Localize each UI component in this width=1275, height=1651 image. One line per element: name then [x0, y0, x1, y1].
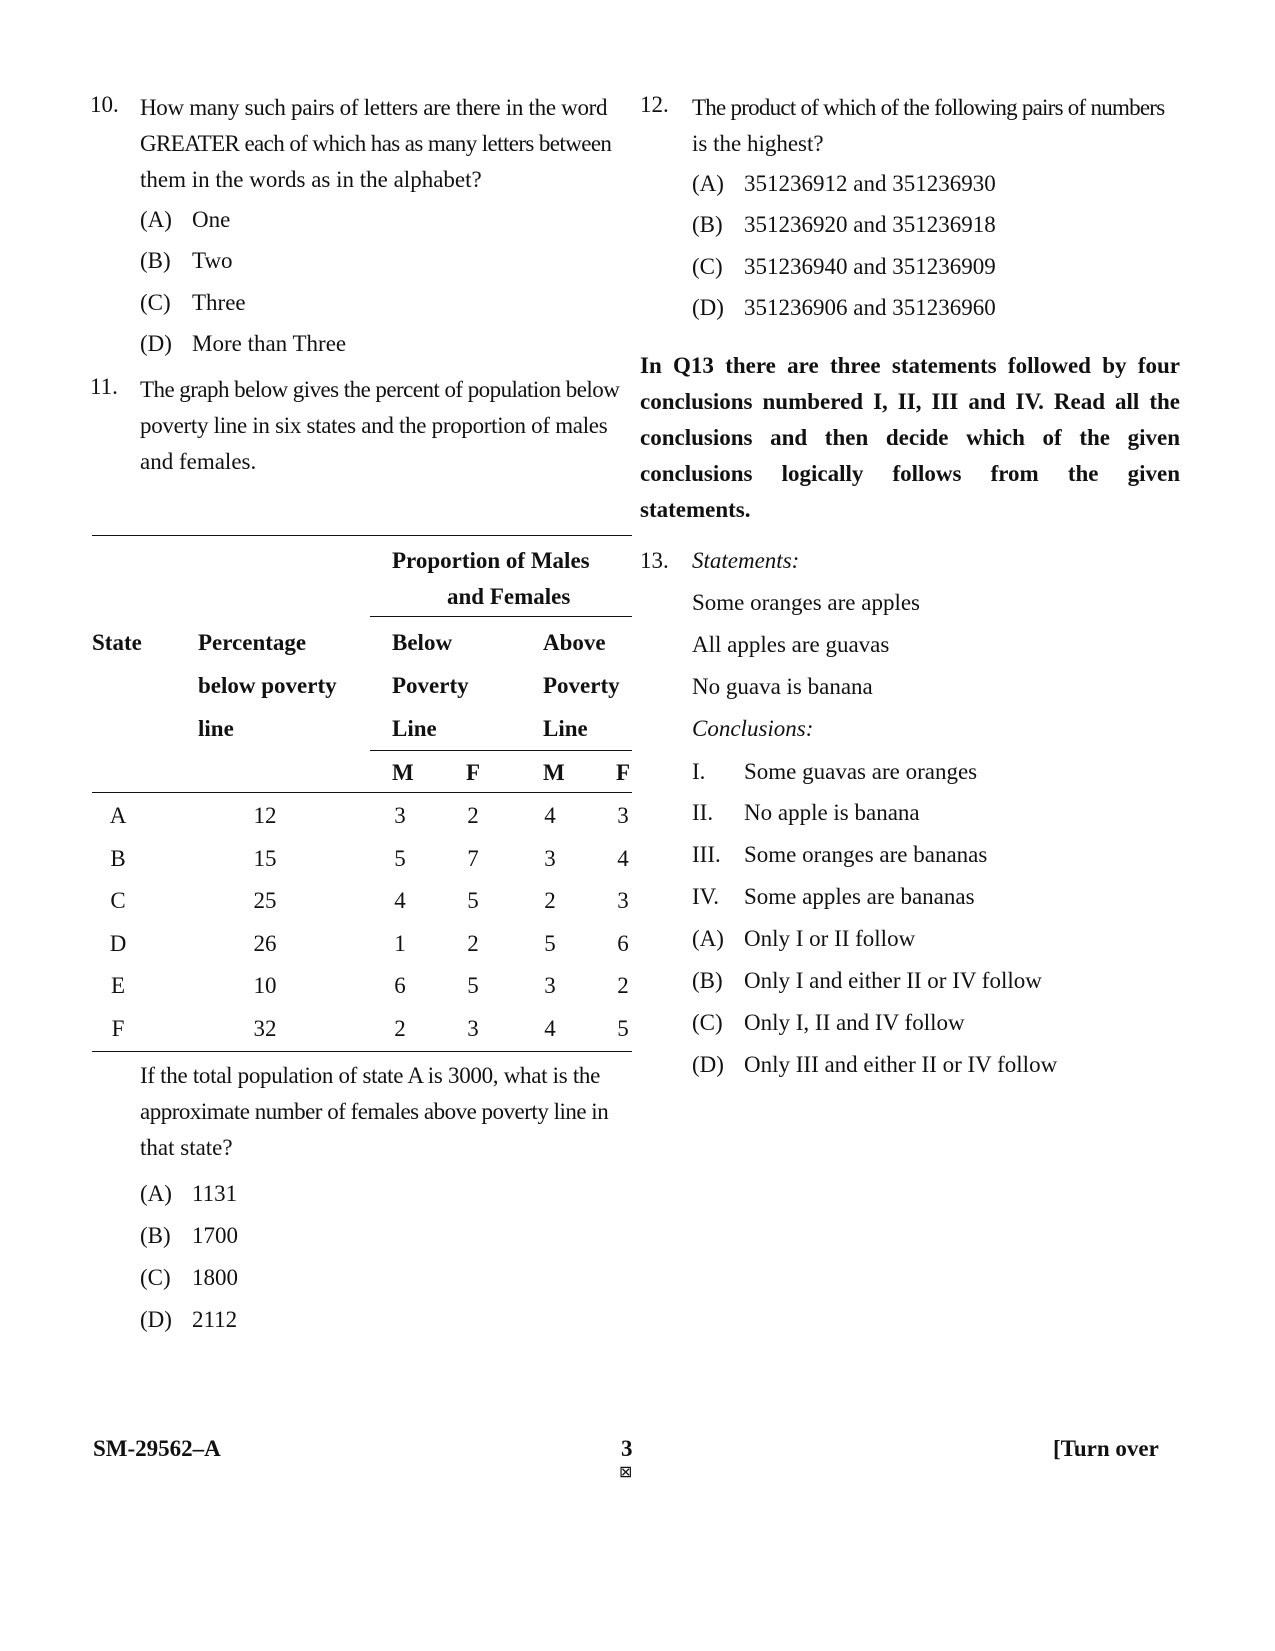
cell-above-f: 3: [617, 888, 629, 913]
option-text: 351236912 and 351236930: [744, 171, 996, 196]
cell-above-m: 3: [544, 845, 556, 871]
cell-percentage: 32: [253, 1015, 277, 1041]
option-d[interactable]: [140, 331, 346, 357]
question-text: [140, 90, 630, 198]
cell-above-m: 5: [544, 930, 556, 956]
question-line: and females.: [140, 449, 257, 474]
option-text: 351236920 and 351236918: [744, 212, 996, 237]
option-text: 1800: [192, 1265, 238, 1290]
conclusion-text: No apple is banana: [744, 800, 920, 825]
option-text: Only I, II and IV follow: [744, 1010, 965, 1035]
cell-percentage: 25: [253, 888, 277, 913]
option-text: More than Three: [192, 331, 347, 356]
cell-above-f: 3: [617, 803, 629, 828]
page-mark-icon: ⊠: [619, 1462, 633, 1481]
subheader-rule: [370, 750, 632, 751]
option-text: 1131: [192, 1181, 238, 1206]
cell-above-f: 2: [617, 973, 629, 998]
cell-percentage: 26: [253, 930, 277, 956]
statement: Some oranges are apples: [692, 590, 921, 615]
column-header-percentage: line: [198, 716, 234, 741]
option-c[interactable]: [692, 1010, 965, 1036]
option-d[interactable]: [692, 295, 996, 321]
conclusion-label: II.: [692, 800, 714, 825]
option-d[interactable]: [140, 1307, 237, 1333]
option-text: One: [192, 207, 231, 232]
question-text-continued: [140, 1058, 630, 1166]
cell-above-m: 2: [544, 888, 556, 913]
question-number: 10.: [90, 92, 119, 117]
cell-percentage: 15: [253, 845, 277, 871]
option-text: 351236906 and 351236960: [744, 295, 996, 320]
option-c[interactable]: [140, 290, 246, 316]
option-text: Only I and either II or IV follow: [744, 968, 1042, 993]
cell-above-m: 4: [544, 1015, 556, 1041]
option-label: (D): [140, 331, 172, 356]
question-line: approximate number of females above poverty line in: [140, 1099, 609, 1124]
question-line: The graph below gives the percent of population below: [140, 377, 620, 402]
cell-state: C: [110, 888, 126, 913]
group-header: Proportion of Males: [392, 548, 590, 573]
option-label: (A): [140, 1181, 172, 1206]
option-text: Only I or II follow: [744, 926, 916, 951]
conclusion-iii: [692, 842, 987, 868]
column-header-above: Poverty: [543, 673, 620, 698]
header-bottom-rule: [92, 792, 632, 793]
option-a[interactable]: [692, 171, 996, 197]
cell-state: E: [110, 973, 126, 998]
conclusion-text: Some guavas are oranges: [744, 759, 978, 784]
option-d[interactable]: [692, 1052, 1057, 1078]
option-label: (B): [140, 248, 171, 273]
cell-below-m: 3: [394, 803, 406, 828]
subheader-m: M: [543, 760, 565, 785]
option-b[interactable]: [140, 248, 233, 274]
cell-above-f: 5: [617, 1015, 629, 1041]
option-label: (A): [692, 171, 724, 196]
option-label: (C): [140, 1265, 171, 1290]
option-label: (B): [692, 212, 723, 237]
option-label: (A): [140, 207, 172, 232]
option-c[interactable]: [692, 254, 996, 280]
option-text: 1700: [192, 1223, 238, 1248]
page-number: 3: [621, 1436, 633, 1461]
instruction-line: conclusions logically follows from the given: [640, 461, 1180, 486]
question-line: is the highest?: [692, 131, 824, 156]
column-header-state: State: [92, 630, 142, 655]
option-label: (B): [140, 1223, 171, 1248]
cell-below-m: 5: [394, 845, 406, 871]
option-a[interactable]: [140, 207, 230, 233]
column-header-above: Line: [543, 716, 588, 741]
option-b[interactable]: [692, 212, 996, 238]
cell-above-m: 4: [544, 803, 556, 828]
cell-below-f: 5: [467, 973, 479, 998]
cell-above-f: 6: [617, 930, 629, 956]
conclusions-label: Conclusions:: [692, 716, 814, 741]
instruction-line: conclusions numbered I, II, III and IV. Read all the: [640, 389, 1180, 414]
option-a[interactable]: [692, 926, 915, 952]
option-text: Two: [192, 248, 233, 273]
option-label: (C): [692, 254, 723, 279]
option-b[interactable]: [140, 1223, 238, 1249]
conclusion-label: IV.: [692, 884, 720, 909]
question-line: The product of which of the following pairs of numbers: [692, 95, 1165, 120]
cell-below-m: 1: [394, 930, 406, 956]
question-line: GREATER each of which has as many letters between: [140, 131, 612, 156]
cell-above-m: 3: [544, 973, 556, 998]
question-number: 11.: [90, 374, 118, 399]
option-label: (D): [140, 1307, 172, 1332]
question-line: them in the words as in the alphabet?: [140, 167, 482, 192]
turn-over-label: [Turn over: [1053, 1436, 1159, 1461]
column-header-above: Above: [543, 630, 606, 655]
conclusion-iv: [692, 884, 975, 910]
question-text: [140, 372, 630, 480]
cell-below-f: 3: [467, 1015, 479, 1041]
cell-percentage: 12: [253, 803, 277, 828]
column-header-below: Poverty: [392, 673, 469, 698]
instruction-line: statements.: [640, 497, 751, 522]
option-label: (D): [692, 1052, 724, 1077]
option-text: 2112: [192, 1307, 238, 1332]
instruction-line: conclusions and then decide which of the given: [640, 425, 1180, 450]
question-number: 13.: [640, 548, 669, 573]
paper-code: SM-29562–A: [93, 1436, 221, 1461]
question-line: poverty line in six states and the proportion of males: [140, 413, 608, 438]
cell-state: D: [109, 930, 127, 956]
option-text: Three: [192, 290, 246, 315]
option-label: (C): [692, 1010, 723, 1035]
option-a[interactable]: [140, 1181, 237, 1207]
option-label: (A): [692, 926, 724, 951]
conclusion-text: Some apples are bananas: [744, 884, 975, 909]
cell-above-f: 4: [617, 845, 629, 871]
question-number: 12.: [640, 92, 669, 117]
option-text: 351236940 and 351236909: [744, 254, 996, 279]
cell-below-f: 2: [467, 803, 479, 828]
table-top-rule: [92, 535, 632, 536]
conclusion-label: I.: [692, 759, 706, 784]
option-label: (D): [692, 295, 724, 320]
column-header-below: Below: [392, 630, 453, 655]
option-c[interactable]: [140, 1265, 238, 1291]
question-line: How many such pairs of letters are there in the word: [140, 95, 608, 120]
subheader-f: F: [466, 760, 481, 785]
column-header-percentage: Percentage: [198, 630, 307, 655]
cell-percentage: 10: [253, 973, 277, 998]
cell-below-m: 6: [394, 973, 406, 998]
cell-below-m: 2: [394, 1015, 406, 1041]
option-b[interactable]: [692, 968, 1042, 994]
conclusion-text: Some oranges are bananas: [744, 842, 988, 867]
cell-state: F: [111, 1015, 125, 1041]
group-header: and Females: [447, 584, 571, 609]
cell-state: B: [110, 845, 126, 871]
statements-label: Statements:: [692, 548, 800, 573]
instruction-block: [640, 348, 1180, 528]
cell-below-f: 5: [467, 888, 479, 913]
option-label: (C): [140, 290, 171, 315]
option-label: (B): [692, 968, 723, 993]
conclusion-label: III.: [692, 842, 721, 867]
cell-state: A: [109, 803, 127, 828]
question-line: that state?: [140, 1135, 233, 1160]
column-header-below: Line: [392, 716, 437, 741]
subheader-f: F: [616, 760, 631, 785]
group-header-rule: [370, 616, 632, 617]
option-text: Only III and either II or IV follow: [744, 1052, 1058, 1077]
cell-below-m: 4: [394, 888, 406, 913]
question-line: If the total population of state A is 3000, what is the: [140, 1063, 601, 1088]
conclusion-ii: [692, 800, 920, 826]
question-text: [692, 90, 1182, 162]
statement: No guava is banana: [692, 674, 873, 699]
table-bottom-rule: [92, 1051, 632, 1052]
cell-below-f: 7: [467, 845, 479, 871]
instruction-line: In Q13 there are three statements followed by four: [640, 353, 1180, 378]
subheader-m: M: [392, 760, 414, 785]
column-header-percentage: below poverty: [198, 673, 337, 698]
conclusion-i: [692, 759, 977, 785]
statement: All apples are guavas: [692, 632, 890, 657]
cell-below-f: 2: [467, 930, 479, 956]
